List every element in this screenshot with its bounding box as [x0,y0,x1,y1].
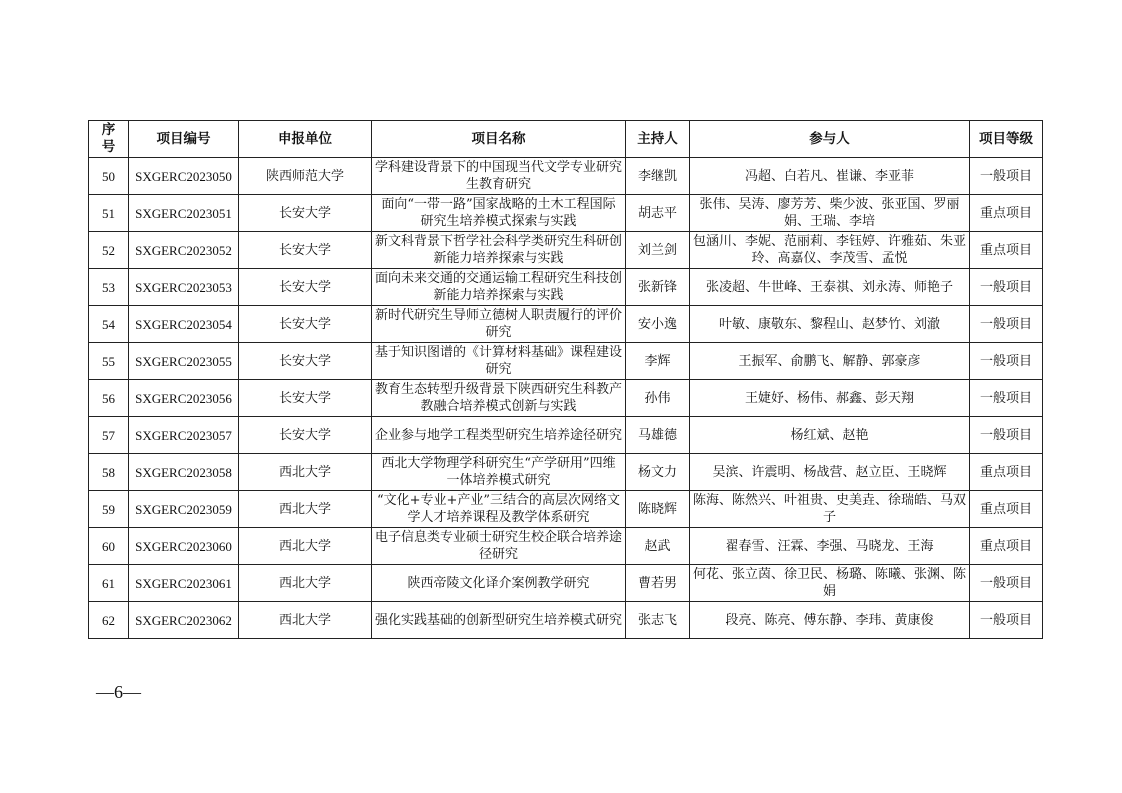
cell-serial: 60 [89,528,129,565]
cell-participants: 冯超、白若凡、崔谦、李亚菲 [690,158,970,195]
cell-level: 重点项目 [970,195,1043,232]
cell-project-name: 强化实践基础的创新型研究生培养模式研究 [372,602,626,639]
cell-participants: 王振军、俞鹏飞、解静、郭豪彦 [690,343,970,380]
header-project-name: 项目名称 [372,121,626,158]
cell-participants: 叶敏、康敬东、黎程山、赵梦竹、刘澈 [690,306,970,343]
cell-participants: 吴滨、许震明、杨战营、赵立臣、王晓辉 [690,454,970,491]
header-code: 项目编号 [129,121,239,158]
cell-level: 重点项目 [970,528,1043,565]
cell-serial: 62 [89,602,129,639]
cell-code: SXGERC2023060 [129,528,239,565]
cell-host: 曹若男 [626,565,690,602]
cell-unit: 长安大学 [239,306,372,343]
cell-project-name: “文化+专业+产业”三结合的高层次网络文学人才培养课程及教学体系研究 [372,491,626,528]
cell-unit: 长安大学 [239,195,372,232]
cell-serial: 57 [89,417,129,454]
cell-host: 李继凯 [626,158,690,195]
cell-level: 重点项目 [970,491,1043,528]
cell-participants: 段亮、陈亮、傅东静、李玮、黄康俊 [690,602,970,639]
cell-project-name: 电子信息类专业硕士研究生校企联合培养途径研究 [372,528,626,565]
cell-level: 重点项目 [970,232,1043,269]
table-row [89,306,1043,343]
cell-serial: 61 [89,565,129,602]
cell-participants: 包涵川、李妮、范丽莉、李钰婷、许雅茹、朱亚玲、高嘉仪、李茂雪、孟悦 [690,232,970,269]
cell-project-name: 企业参与地学工程类型研究生培养途径研究 [372,417,626,454]
cell-code: SXGERC2023052 [129,232,239,269]
table-row [89,380,1043,417]
cell-project-name: 面向“一带一路”国家战略的土木工程国际研究生培养模式探索与实践 [372,195,626,232]
cell-project-name: 基于知识图谱的《计算材料基础》课程建设研究 [372,343,626,380]
cell-host: 孙伟 [626,380,690,417]
cell-unit: 长安大学 [239,417,372,454]
cell-level: 重点项目 [970,454,1043,491]
table-row [89,158,1043,195]
header-participants: 参与人 [690,121,970,158]
cell-unit: 西北大学 [239,454,372,491]
cell-code: SXGERC2023056 [129,380,239,417]
cell-project-name: 面向未来交通的交通运输工程研究生科技创新能力培养探索与实践 [372,269,626,306]
cell-host: 刘兰剑 [626,232,690,269]
cell-code: SXGERC2023054 [129,306,239,343]
cell-code: SXGERC2023055 [129,343,239,380]
cell-host: 陈晓辉 [626,491,690,528]
table-row [89,565,1043,602]
cell-level: 一般项目 [970,343,1043,380]
cell-project-name: 西北大学物理学科研究生“产学研用”四维一体培养模式研究 [372,454,626,491]
cell-host: 李辉 [626,343,690,380]
cell-host: 安小逸 [626,306,690,343]
cell-serial: 58 [89,454,129,491]
cell-unit: 长安大学 [239,269,372,306]
cell-level: 一般项目 [970,306,1043,343]
cell-level: 一般项目 [970,565,1043,602]
cell-unit: 西北大学 [239,602,372,639]
header-unit: 申报单位 [239,121,372,158]
table-row [89,343,1043,380]
table-row [89,269,1043,306]
cell-unit: 长安大学 [239,232,372,269]
cell-code: SXGERC2023051 [129,195,239,232]
cell-unit: 陕西师范大学 [239,158,372,195]
cell-level: 一般项目 [970,380,1043,417]
cell-serial: 55 [89,343,129,380]
cell-participants: 陈海、陈然兴、叶祖贵、史美垚、徐瑞皓、马双子 [690,491,970,528]
header-serial: 序号 [89,121,129,158]
header-level: 项目等级 [970,121,1043,158]
table-row [89,417,1043,454]
cell-host: 马雄德 [626,417,690,454]
table-row [89,454,1043,491]
cell-unit: 西北大学 [239,528,372,565]
cell-level: 一般项目 [970,602,1043,639]
cell-code: SXGERC2023059 [129,491,239,528]
cell-project-name: 学科建设背景下的中国现当代文学专业研究生教育研究 [372,158,626,195]
table-row [89,232,1043,269]
cell-unit: 长安大学 [239,343,372,380]
cell-code: SXGERC2023057 [129,417,239,454]
header-host: 主持人 [626,121,690,158]
table-row [89,602,1043,639]
cell-serial: 54 [89,306,129,343]
cell-serial: 59 [89,491,129,528]
cell-host: 杨文力 [626,454,690,491]
cell-host: 张新锋 [626,269,690,306]
cell-host: 张志飞 [626,602,690,639]
cell-level: 一般项目 [970,417,1043,454]
cell-serial: 52 [89,232,129,269]
cell-participants: 张伟、吴涛、廖芳芳、柴少波、张亚国、罗丽娟、王瑞、李培 [690,195,970,232]
cell-project-name: 新时代研究生导师立德树人职责履行的评价研究 [372,306,626,343]
cell-code: SXGERC2023058 [129,454,239,491]
table-row [89,528,1043,565]
page-number: —6— [96,682,141,702]
cell-project-name: 陕西帝陵文化译介案例教学研究 [372,565,626,602]
cell-serial: 50 [89,158,129,195]
cell-level: 一般项目 [970,158,1043,195]
cell-participants: 何花、张立茵、徐卫民、杨璐、陈曦、张渊、陈娟 [690,565,970,602]
cell-serial: 51 [89,195,129,232]
cell-serial: 53 [89,269,129,306]
cell-code: SXGERC2023062 [129,602,239,639]
cell-project-name: 教育生态转型升级背景下陕西研究生科教产教融合培养模式创新与实践 [372,380,626,417]
cell-unit: 西北大学 [239,491,372,528]
cell-participants: 张凌超、牛世峰、王泰祺、刘永涛、师艳子 [690,269,970,306]
cell-participants: 翟春雪、汪霖、李强、马晓龙、王海 [690,528,970,565]
cell-unit: 西北大学 [239,565,372,602]
cell-level: 一般项目 [970,269,1043,306]
cell-host: 赵武 [626,528,690,565]
cell-serial: 56 [89,380,129,417]
table-row [89,491,1043,528]
projects-table [88,120,1043,639]
cell-participants: 王婕妤、杨伟、郝鑫、彭天翔 [690,380,970,417]
cell-code: SXGERC2023050 [129,158,239,195]
cell-code: SXGERC2023061 [129,565,239,602]
table-header-row [89,121,1043,158]
cell-host: 胡志平 [626,195,690,232]
cell-unit: 长安大学 [239,380,372,417]
table-row [89,195,1043,232]
cell-participants: 杨红斌、赵艳 [690,417,970,454]
cell-code: SXGERC2023053 [129,269,239,306]
cell-project-name: 新文科背景下哲学社会科学类研究生科研创新能力培养探索与实践 [372,232,626,269]
